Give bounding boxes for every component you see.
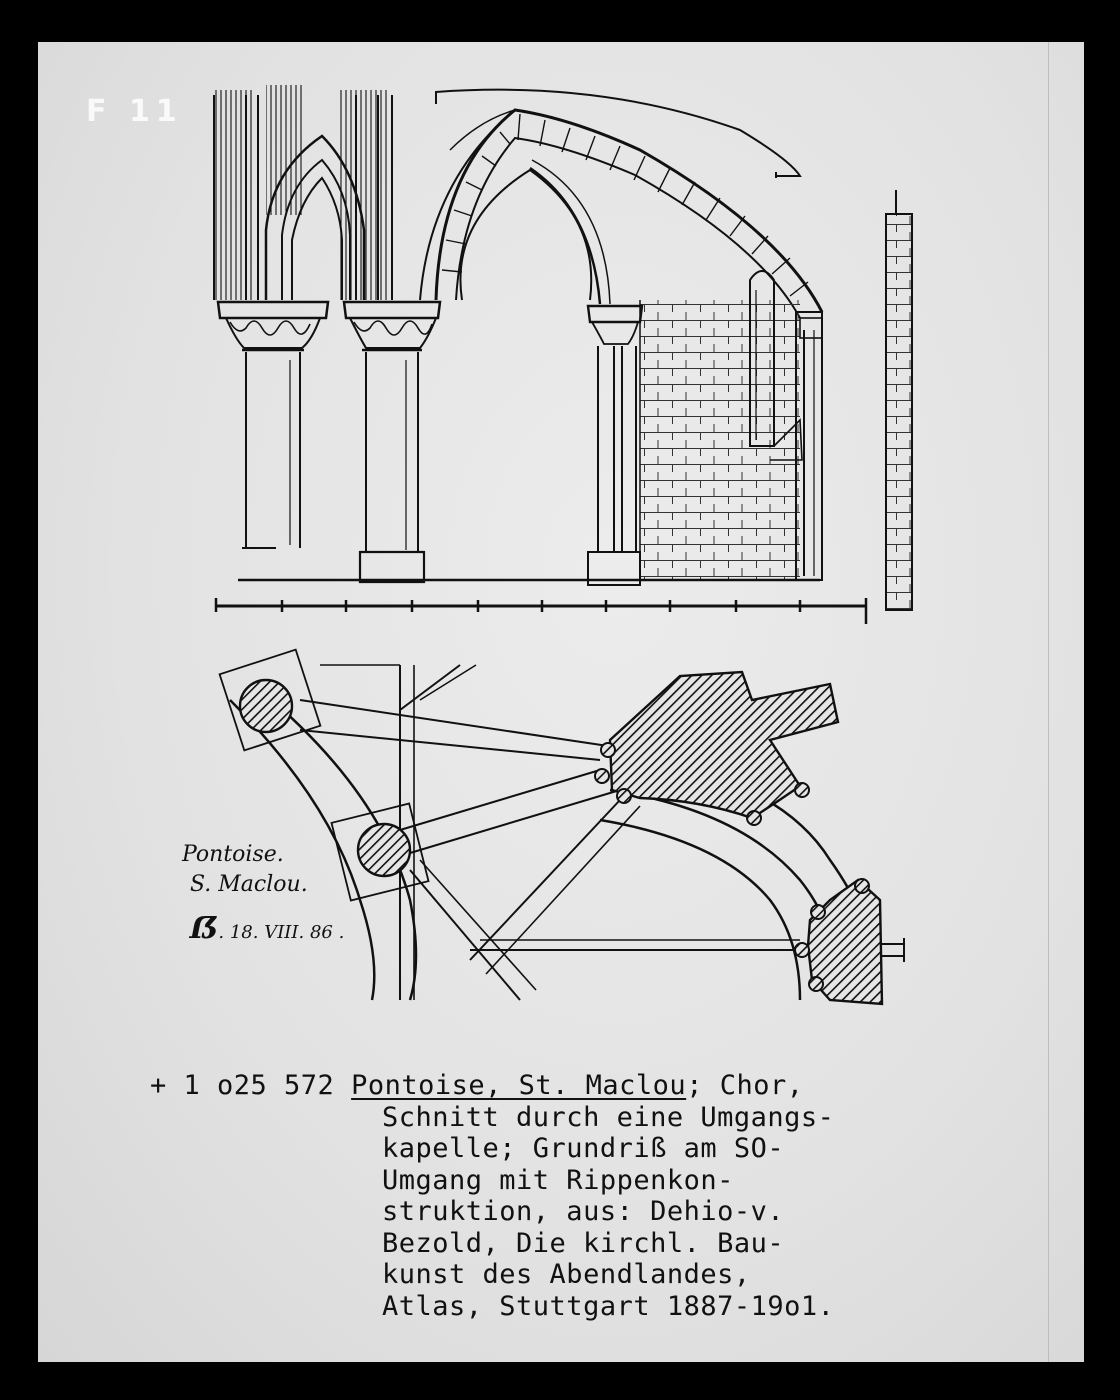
catalog-number: + 1 o25 572	[150, 1070, 335, 1101]
section-view	[214, 85, 912, 624]
caption-line: Schnitt durch eine Umgangs-	[382, 1101, 835, 1133]
handwritten-location	[182, 840, 308, 900]
plan-view	[220, 650, 904, 1004]
handwritten-date: . 18. VIII. 86 .	[218, 922, 345, 943]
caption-line: kapelle; Grundriß am SO-	[382, 1133, 785, 1164]
handwritten-line-1: Pontoise.	[182, 842, 284, 867]
monogram-signature: ẞ	[190, 911, 219, 946]
handwritten-signature	[190, 911, 345, 948]
caption-first-line	[150, 1070, 930, 1102]
caption-line: Atlas, Stuttgart 1887-19o1.	[382, 1290, 835, 1322]
caption-line1-rest: ; Chor,	[686, 1070, 804, 1101]
handwritten-line-2: S. Maclou.	[190, 872, 308, 897]
caption-line: Bezold, Die kirchl. Bau-	[382, 1227, 785, 1259]
archive-mark: F 11	[86, 94, 183, 129]
caption-title: Pontoise, St. Maclou	[351, 1070, 687, 1101]
caption-line: kunst des Abendlandes,	[382, 1259, 751, 1290]
typed-caption	[150, 1070, 930, 1322]
caption-line: Umgang mit Rippenkon-	[382, 1164, 734, 1196]
caption-line: struktion, aus: Dehio-v.	[382, 1196, 785, 1227]
